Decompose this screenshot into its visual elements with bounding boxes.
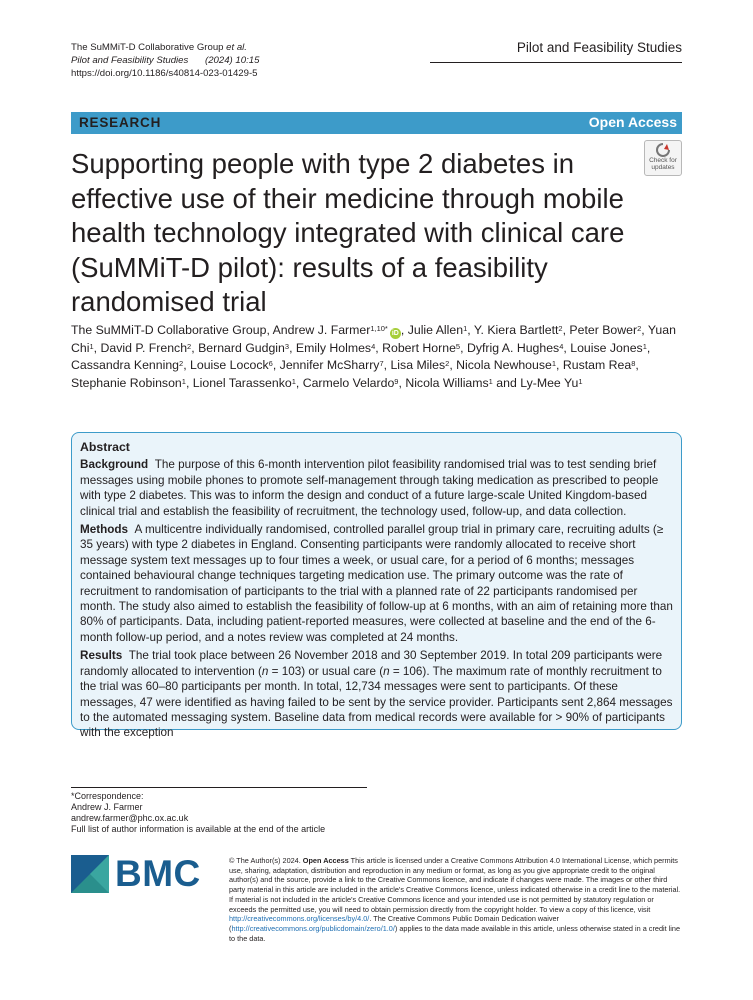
author-name: Lisa Miles	[390, 358, 446, 373]
author-name: Cassandra Kenning	[71, 358, 180, 373]
author-affiliation: 4	[371, 341, 376, 351]
author-affiliation: 1	[89, 341, 94, 351]
results-text: The trial took place between 26 November 2018 and 30 September 2019. In total 209 participants were randomly allocated to intervention (	[80, 649, 663, 678]
results-n-symbol: n	[261, 664, 269, 678]
check-updates-line1: Check for	[649, 157, 677, 164]
footnote-divider	[71, 787, 367, 788]
author-name: Louise Jones	[570, 340, 643, 355]
license-link-by[interactable]: http://creativecommons.org/licenses/by/4.0/	[229, 914, 370, 924]
abstract-heading: Abstract	[80, 440, 130, 454]
author-affiliation: 1	[291, 376, 296, 386]
license-statement	[229, 856, 683, 943]
article-type-banner	[71, 112, 682, 134]
license-text: This article is licensed under a Creative Commons Attribution 4.0 International License, which permits use, sharing, adaptation, distribution and reproduction in any medium or format, as long as you give appropriate credit to the original author(s) and the source, provide a link to the Creative Commons licence, and indicate if changes were made. The images or other third party material in this article are included in the article's Creative Commons licence, unless indicated otherwise in a credit line to the material. If material is not included in the article's Creative Commons licence and your intended use is not permitted by statutory regulation or exceeds the permitted use, you will need to obtain permission directly from the copyright holder. To view a copy of this licence, visit	[229, 856, 681, 914]
author-affiliation: 6	[268, 359, 273, 369]
author-name: Yuan Chi	[71, 323, 676, 355]
author-name: Andrew J. Farmer	[272, 323, 371, 337]
author-affiliation: 1	[642, 341, 647, 351]
author-affiliation: 5	[455, 341, 461, 351]
results-text: = 106). The maximum rate of monthly recruitment to the trial was 60–80 participants per month. In total, 12,734 messages were sent to participants. Of these messages, 47 were identified as having failed to be sent by the service provider. Participants sent 2,864 messages to the automated messaging system. Baseline data from medical records were available for > 90% of participants with the exception	[80, 664, 673, 740]
header-journal: Pilot and Feasibility Studies	[71, 55, 189, 66]
author-affiliation: 2	[637, 324, 642, 333]
header-doi[interactable]: https://doi.org/10.1186/s40814-023-01429-5	[71, 68, 258, 79]
author-name: Louise Locock	[190, 358, 269, 373]
author-name: Y. Kiera Bartlett	[473, 323, 559, 337]
journal-name: Pilot and Feasibility Studies	[516, 40, 682, 55]
author-name: Bernard Gudgin	[198, 340, 285, 355]
header-citation: (2024) 10:15	[205, 55, 260, 66]
author-name: Nicola Newhouse	[456, 358, 552, 373]
license-text: . The Creative Commons Public Domain Dedication waiver (	[229, 914, 559, 933]
research-label: RESEARCH	[79, 115, 162, 130]
correspondence-footnote	[71, 787, 367, 835]
orcid-icon[interactable]: iD	[391, 330, 399, 337]
background-text: The purpose of this 6-month intervention pilot feasibility randomised trial was to test sending brief messages using mobile phones to promote self-management through taking medication as prescribed to people with type 2 diabetes. This was to inform the design and conduct of a future large-scale United Kingdom-based clinical trial and establish the feasibility of recruitment, the technology used, follow-up, and data collection.	[80, 458, 659, 518]
abstract-results	[80, 648, 673, 740]
bmc-mark-icon	[71, 855, 109, 893]
author-name: The SuMMiT-D Collaborative Group	[71, 323, 267, 337]
abstract-methods	[80, 522, 673, 645]
author-name: Stephanie Robinson	[71, 375, 182, 390]
results-text: = 103) or usual care (	[268, 664, 384, 678]
methods-text: A multicentre individually randomised, controlled parallel group trial in primary care, recruiting adults (≥ 35 years) with type 2 diabetes in England. Consenting participants were randomly allocated to receive short message system text messages up to four times a week, or usual care, for a period of 6 months; messages contained behavioural change techniques targeting medication use. The primary outcome was the rate of recruitment to randomisation of participants to the trial with a planned rate of 22 participants randomised per month. The study also aimed to establish the feasibility of follow-up at 6 months, with an aim of retaining more than 80% of participants. Data, including patient-reported measures, were collected at baseline and the end of the 6-month follow-up period, and a notes review was completed at 24 months.	[80, 523, 673, 644]
author-affiliation: 1	[551, 359, 557, 369]
publisher-logo	[71, 855, 211, 899]
author-affiliation: 7	[379, 359, 384, 369]
header-et-al: et al.	[226, 42, 247, 53]
correspondence-name: Andrew J. Farmer	[71, 802, 143, 812]
license-text: ) applies to the data made available in this article, unless otherwise stated in a credit line to the data.	[229, 923, 681, 943]
author-name: Rustam Rea	[562, 358, 632, 373]
author-name: Emily Holmes	[295, 340, 372, 355]
author-affiliation: 1	[463, 324, 468, 333]
author-affiliation: 3	[284, 341, 290, 351]
license-link-zero[interactable]: http://creativecommons.org/publicdomain/zero/1.0/	[231, 923, 395, 933]
header-divider	[430, 62, 682, 63]
abstract-background	[80, 457, 673, 519]
results-n-symbol: n	[383, 664, 390, 678]
abstract-box	[71, 432, 682, 740]
affiliation-note: Full list of author information is available at the end of the article	[71, 824, 326, 834]
correspondence-email[interactable]: andrew.farmer@phc.ox.ac.uk	[71, 813, 189, 823]
article-title: Supporting people with type 2 diabetes in effective use of their medicine through mobile health technology integrated with clinical care (SuMMiT-D pilot): results of a feasibility randomised trial	[71, 148, 625, 317]
author-name: Julie Allen	[407, 323, 464, 337]
author-name: Robert Horne	[382, 340, 456, 355]
author-name: Nicola Williams	[405, 375, 489, 390]
author-affiliation: 4	[559, 341, 564, 351]
author-affiliation: 2	[445, 359, 450, 369]
author-affiliation: 8	[631, 359, 636, 369]
author-affiliation: 2	[187, 341, 192, 351]
header-authors-line	[71, 41, 259, 54]
running-header	[71, 41, 259, 80]
author-name: Dyfrig A. Hughes	[466, 340, 560, 355]
license-copyright: © The Author(s) 2024.	[229, 856, 301, 865]
author-list: The SuMMiT-D Collaborative Group, Andrew J. Farmer$^{1,10*}$iD , Julie Allen$^1$, Y. Kiera Bartlett$^2$, Peter Bower$^2$, Yuan Chi$^1$, David P. French$^2$, Bernard Gudgin$^3$, Emily Holmes$^4$, Robert Horne$^5$, Dyfrig A. Hughes$^4$, Louise Jones$^1$, Cassandra Kenning$^2$, Louise Locock$^6$, Jennifer McSharry$^7$, Lisa Miles$^2$, Nicola Newhouse$^1$, Rustam Rea$^8$, Stephanie Robinson$^1$, Lionel Tarassenko$^1$, Carmelo Velardo$^9$, Nicola Williams$^1$ and Ly-Mee Yu$^1$	[71, 323, 676, 390]
author-name: Peter Bower	[569, 323, 638, 337]
methods-label: Methods	[80, 523, 129, 537]
bmc-wordmark: BMC	[115, 853, 201, 894]
license-open-access: Open Access	[302, 856, 349, 865]
author-affiliation: 1	[181, 376, 186, 386]
open-access-label: Open Access	[588, 114, 677, 130]
header-authors: The SuMMiT-D Collaborative Group	[71, 42, 224, 53]
author-name: Carmelo Velardo	[302, 375, 395, 390]
check-updates-line2: updates	[651, 164, 675, 171]
author-affiliation: 1	[578, 376, 583, 386]
author-name: Lionel Tarassenko	[192, 375, 292, 390]
author-affiliation: 2	[179, 359, 184, 369]
header-citation-line	[71, 54, 259, 67]
author-affiliation: 1	[488, 376, 493, 386]
author-affiliation: 1,10*	[370, 324, 388, 333]
correspondence-label: *Correspondence:	[71, 791, 144, 801]
author-name: Jennifer McSharry	[279, 358, 380, 373]
background-label: Background	[80, 458, 149, 472]
author-name: David P. French	[100, 340, 188, 355]
author-affiliation: 2	[558, 324, 563, 333]
results-label: Results	[80, 649, 123, 663]
author-affiliation: 9	[394, 376, 399, 386]
author-name: Ly-Mee Yu	[520, 375, 579, 390]
